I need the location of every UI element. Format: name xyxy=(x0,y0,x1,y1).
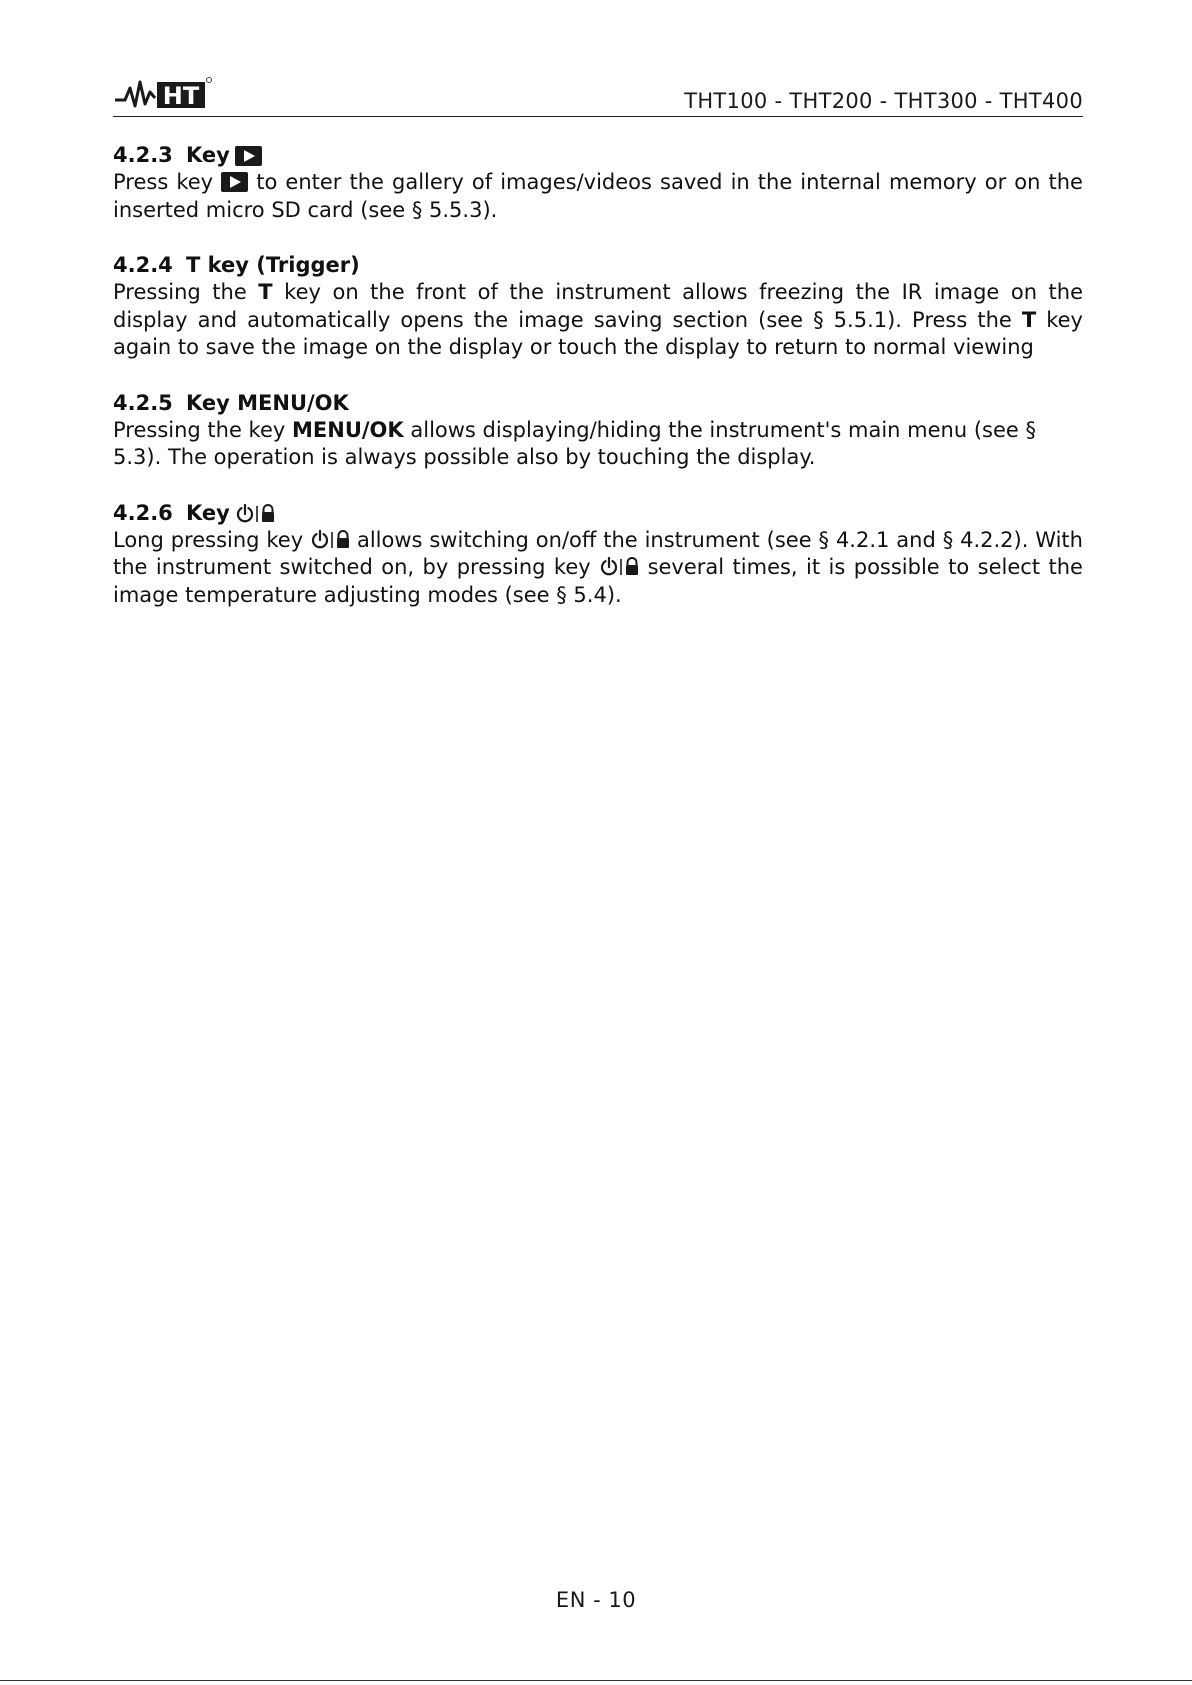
play-key-icon xyxy=(235,146,262,166)
play-key-icon xyxy=(221,172,248,192)
section-title: Key xyxy=(186,143,230,167)
power-lock-key-icon xyxy=(235,503,275,524)
section-title: T key (Trigger) xyxy=(186,253,360,277)
document-model-line: THT100 - THT200 - THT300 - THT400 xyxy=(684,89,1083,113)
key-name: MENU/OK xyxy=(292,417,404,442)
body-text: allows switching on/off the instrument (see § 4.2.1 and § 4.2.2). With the instrument switched on, by pressing key xyxy=(113,527,1083,579)
section-heading xyxy=(113,390,1083,417)
body-text: several times, it is possible to select the image temperature adjusting modes (see § 5.4). xyxy=(113,555,1083,607)
body-text: Pressing the xyxy=(113,280,247,304)
section-heading xyxy=(113,500,1083,527)
section-body xyxy=(113,279,1083,362)
logo-text: HT xyxy=(162,82,200,110)
section-body xyxy=(113,169,1083,224)
body-text: Pressing the key xyxy=(113,417,286,442)
section-number: 4.2.3 xyxy=(113,143,173,167)
section-number: 4.2.6 xyxy=(113,500,173,525)
section-title: Key xyxy=(186,500,230,525)
body-text: to enter the gallery of images/videos saved in the internal memory or on the inserted micro SD card (see § 5.5.3). xyxy=(113,170,1083,222)
key-name: T xyxy=(1021,307,1037,332)
page-content xyxy=(113,142,1083,637)
body-text: Long pressing key xyxy=(113,527,304,552)
body-text: allows displaying/hiding the instrument's main menu (see § 5.3). The operation is always possible also by touching the display. xyxy=(113,417,1036,469)
section-heading xyxy=(113,252,1083,279)
section-4-2-3 xyxy=(113,142,1083,224)
section-4-2-5 xyxy=(113,390,1083,472)
body-text: key again to save the image on the display or touch the display to return to normal viewing xyxy=(113,307,1083,359)
section-number: 4.2.4 xyxy=(113,253,173,277)
section-body xyxy=(113,527,1083,610)
section-number: 4.2.5 xyxy=(113,390,173,415)
page-number: EN - 10 xyxy=(555,1588,637,1612)
key-name: T xyxy=(258,280,273,304)
power-lock-key-icon xyxy=(599,556,639,577)
section-4-2-6 xyxy=(113,500,1083,610)
ht-logo-icon xyxy=(113,74,213,112)
bottom-divider xyxy=(0,1680,1192,1681)
body-text: key on the front of the instrument allows freezing the IR image on the display and automatically opens the image saving section (see § 5.5.1). Press the xyxy=(113,280,1084,332)
power-lock-key-icon xyxy=(310,529,350,550)
section-4-2-4 xyxy=(113,252,1083,362)
section-heading xyxy=(113,142,1083,169)
section-body xyxy=(113,417,1083,472)
body-text: Press key xyxy=(113,170,214,194)
page-header xyxy=(113,72,1083,117)
section-title: Key MENU/OK xyxy=(186,390,349,415)
